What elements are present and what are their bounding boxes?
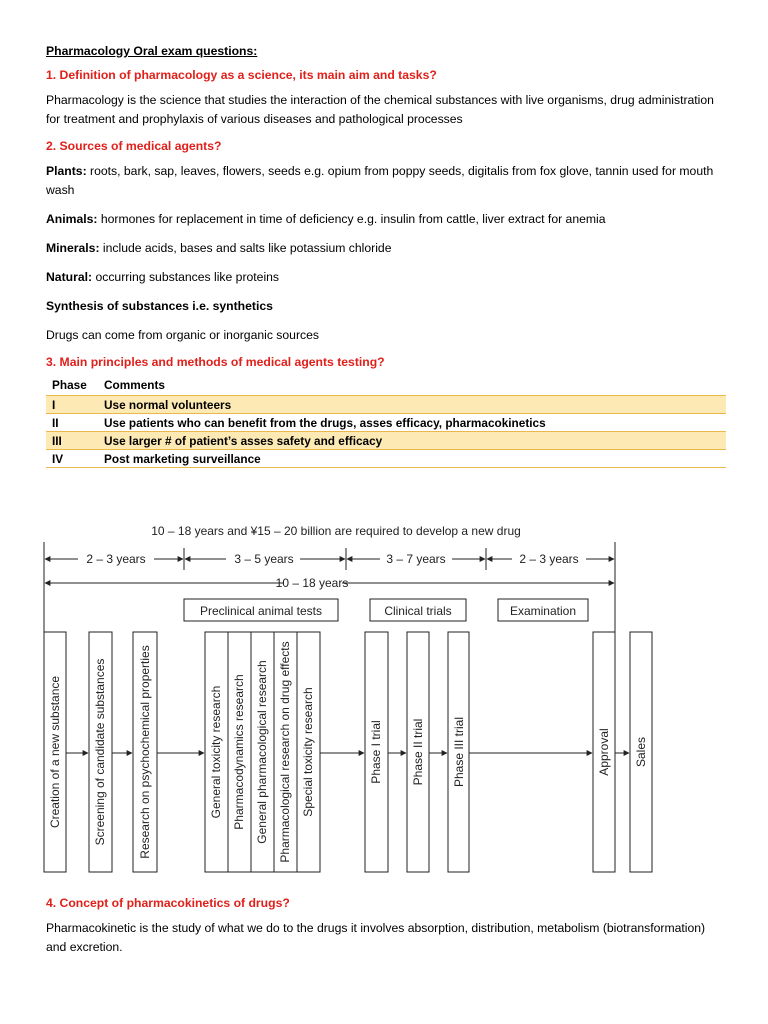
stage-column [365,632,388,872]
stage-column [205,632,228,872]
stage-column [251,632,274,872]
stage-label: Sales [634,736,648,768]
question-1: 1. Definition of pharmacology as a science, its main aim and tasks? [46,68,437,82]
total-label: 10 – 18 years [275,576,349,590]
comment-cell: Post marketing surveillance [98,450,726,468]
source-text: Drugs can come from organic or inorganic sources [46,328,319,342]
span-label: 3 – 7 years [386,552,446,566]
stage-label: Research on psychochemical properties [138,645,152,859]
group-label: Clinical trials [384,604,452,618]
group-label: Examination [509,604,577,618]
question-4: 4. Concept of pharmacokinetics of drugs? [46,896,290,910]
source-text-bold: Synthesis of substances i.e. synthetics [46,299,273,313]
phase-cell: III [46,432,98,450]
stage-label: Pharmacodynamics research [232,674,246,830]
question-2: 2. Sources of medical agents? [46,139,222,153]
source-label: Plants: [46,164,87,178]
stage-column [630,632,652,872]
phase-cell: I [46,396,98,414]
table-row [46,414,726,432]
source-text: include acids, bases and salts like potassium chloride [99,241,392,255]
stage-column [274,632,297,872]
source-label: Minerals: [46,241,100,255]
source-text: occurring substances like proteins [92,270,280,284]
stage-column [448,632,469,872]
source-organic [46,326,726,345]
source-text: hormones for replacement in time of deficiency e.g. insulin from cattle, liver extract for anemia [97,212,606,226]
header-comments: Comments [104,378,165,392]
stage-label: Screening of candidate substances [93,658,107,846]
stage-column [407,632,429,872]
diagram-heading: 10 – 18 years and ¥15 – 20 billion are required to develop a new drug [151,524,521,538]
drug-development-diagram [36,520,716,890]
stage-label: General toxicity research [209,685,223,819]
stage-label: Special toxicity research [301,687,315,817]
page-title: Pharmacology Oral exam questions: [46,44,258,58]
phase-cell: II [46,414,98,432]
source-label: Natural: [46,270,93,284]
span-label: 3 – 5 years [234,552,294,566]
source-natural [46,268,726,287]
span-label: 2 – 3 years [519,552,579,566]
stage-label: Phase I trial [369,720,383,784]
table-row [46,432,726,450]
document-body-continued [46,896,726,967]
stage-column [44,632,66,872]
source-animals [46,210,726,229]
stage-label: Phase III trial [452,716,466,788]
question-3: 3. Main principles and methods of medical agents testing? [46,355,385,369]
stage-label: General pharmacological research [255,660,269,844]
table-header-row [46,378,726,396]
answer-1: Pharmacology is the science that studies the interaction of the chemical substances with live organisms, drug administration for treatment and prophylaxis of various diseases and pathological processes [46,93,714,126]
stage-column [297,632,320,872]
source-label: Animals: [46,212,98,226]
stage-column [89,632,112,872]
stage-column [593,632,615,872]
group-label: Preclinical animal tests [199,604,323,618]
comment-cell: Use patients who can benefit from the drugs, asses efficacy, pharmacokinetics [98,414,726,432]
span-label: 2 – 3 years [86,552,146,566]
answer-4: Pharmacokinetic is the study of what we do to the drugs it involves absorption, distribution, metabolism (biotransformation) and excretion. [46,921,706,954]
stage-label: Creation of a new substance [48,675,62,829]
stage-column [228,632,251,872]
source-synthetics [46,297,726,316]
stage-label: Approval [597,728,611,776]
header-phase: Phase [52,378,87,392]
table-row [46,450,726,468]
table-row [46,396,726,414]
comment-cell: Use normal volunteers [98,396,726,414]
comment-cell: Use larger # of patient’s asses safety and efficacy [98,432,726,450]
document-body [46,44,726,468]
diagram-svg [36,520,716,890]
stage-label: Pharmacological research on drug effects [278,641,292,863]
stage-label: Phase II trial [411,718,425,786]
stage-column [133,632,157,872]
source-text: roots, bark, sap, leaves, flowers, seeds e.g. opium from poppy seeds, digitalis from fox glove, tannin used for mouth wash [46,164,714,197]
source-minerals [46,239,726,258]
source-plants [46,162,726,200]
phase-table [46,378,726,468]
phase-cell: IV [46,450,98,468]
